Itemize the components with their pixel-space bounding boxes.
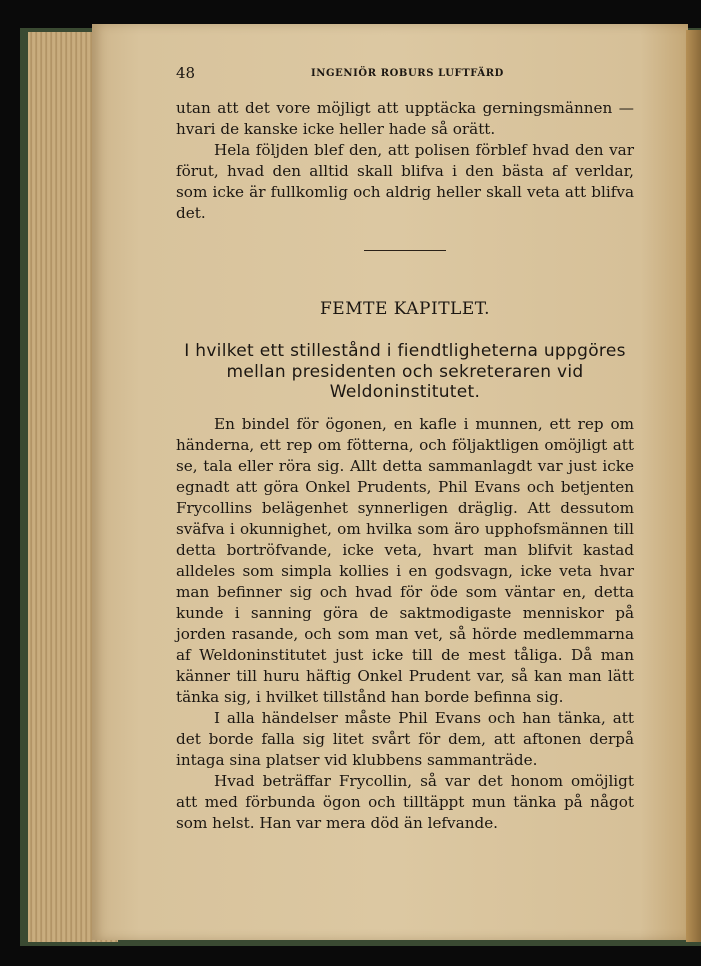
- paragraph: Hvad beträffar Frycollin, så var det honom omöjligt att med förbunda ögon och tilltäppt mun tänka på något som helst. Han var mera död än lefvande.: [176, 771, 634, 832]
- running-head: INGENIÖR ROBURS LUFTFÄRD: [311, 68, 504, 79]
- page-number: 48: [176, 64, 196, 82]
- chapter-title: FEMTE KAPITLET.: [320, 299, 490, 319]
- chapter-subtitle: I hvilket ett stillestånd i fiendtligheterna uppgöres mellan presidenten och sekreteraren vid Weldoninstitutet.: [184, 341, 626, 402]
- paragraph: Hela följden blef den, att polisen förblef hvad den var förut, hvad den alltid skall blifva i den bästa af verldar, som icke är fullkomlig och aldrig heller skall veta att blifva det.: [176, 141, 634, 222]
- paragraph: utan att det vore möjligt att upptäcka gerningsmännen — hvari de kanske icke heller hade så orätt.: [176, 99, 634, 138]
- page-right-edge: [686, 30, 701, 942]
- paragraph: En bindel för ögonen, en kafle i munnen, ett rep om händerna, ett rep om fötterna, och följaktligen omöjligt att se, tala eller röra sig. Allt detta sammanlagdt var just icke egnadt att göra Onkel Prudents, Phil Evans och betjenten Frycollins belägenhet synnerligen dräglig. Att dessutom sväfva i okunnighet, om hvilka som äro upphofsmännen till detta bortröfvande, icke veta, hvart man blifvit kastad alldeles som simpla kollies i en godsvagn, icke veta hvar man befinner sig och hvad för öde som väntar en, detta kunde i sanning göra de saktmodigaste menniskor på jorden rasande, och som man vet, så hörde medlemmarna af Weldoninstitutet just icke till de mest tåliga. Då man känner till huru häftig Onkel Prudent var, så kan man lätt tänka sig, i hvilket tillstånd han borde befinna sig.: [176, 414, 634, 706]
- section-divider: [364, 250, 446, 251]
- page-header: [176, 60, 634, 84]
- paragraph: I alla händelser måste Phil Evans och han tänka, att det borde falla sig litet svårt för dem, att aftonen derpå intaga sina platser vid klubbens sammanträde.: [176, 708, 634, 769]
- page-content: [176, 60, 634, 834]
